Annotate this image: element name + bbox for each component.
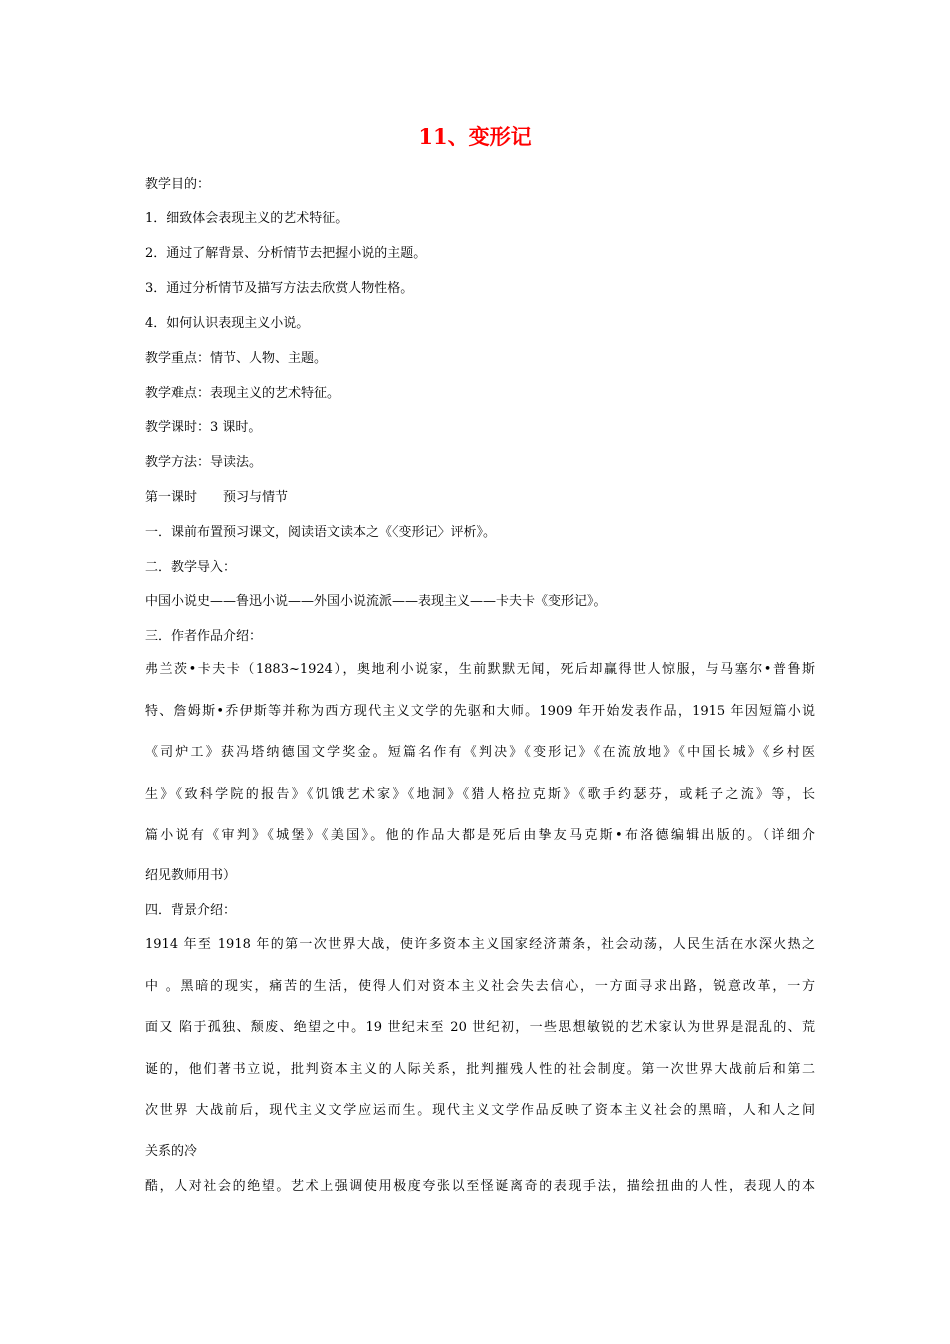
paragraph-author-line-3: 《司炉工》获冯塔纳德国文学奖金。短篇名作有《判决》《变形记》《在流放地》《中国长城》《乡村医 [145,745,815,760]
text-line-objective-4: 4．如何认识表现主义小说。 [145,316,310,331]
paragraph-author-line-1: 弗兰茨•卡夫卡（1883~1924），奥地利小说家，生前默默无闻，死后却赢得世人惊服，与马塞尔•普鲁斯 [145,662,815,677]
text-line-key-points: 教学重点：情节、人物、主题。 [145,351,328,366]
text-line-introduction-chain: 中国小说史——鲁迅小说——外国小说流派——表现主义——卡夫卡《变形记》。 [145,594,607,609]
paragraph-author-line-6: 绍见教师用书） [145,868,237,883]
paragraph-background-line-2: 中 。黑暗的现实，痛苦的生活，使得人们对资本主义社会失去信心，一方面寻求出路，锐意改革，一方 [145,979,815,994]
document-title: 11、变形记 [418,124,532,149]
text-line-difficulties: 教学难点：表现主义的艺术特征。 [145,386,341,401]
text-line-objective-1: 1．细致体会表现主义的艺术特征。 [145,211,349,226]
paragraph-background-line-3: 面又 陷于孤独、颓废、绝望之中。19 世纪末至 20 世纪初，一些思想敏锐的艺术家认为世界是混乱的、荒 [145,1020,815,1035]
paragraph-background-line-7: 酷，人对社会的绝望。艺术上强调使用极度夸张以至怪诞离奇的表现手法，描绘扭曲的人性，表现人的本 [145,1179,815,1194]
text-line-class-hours: 教学课时：3 课时。 [145,420,262,435]
paragraph-author-line-2: 特、詹姆斯•乔伊斯等并称为西方现代主义文学的先驱和大师。1909 年开始发表作品，1915 年因短篇小说 [145,704,815,719]
paragraph-author-line-5: 篇小说有《审判》《城堡》《美国》。他的作品大都是死后由挚友马克斯•布洛德编辑出版的。（详细介 [145,828,815,843]
text-line-first-lesson: 第一课时 预习与情节 [145,490,289,505]
text-line-objective-2: 2．通过了解背景、分析情节去把握小说的主题。 [145,246,427,261]
paragraph-background-line-6: 关系的冷 [145,1144,198,1159]
text-line-objective-3: 3．通过分析情节及描写方法去欣赏人物性格。 [145,281,414,296]
text-line-section-3: 三．作者作品介绍： [145,629,263,644]
paragraph-background-line-4: 诞的，他们著书立说，批判资本主义的人际关系，批判摧残人性的社会制度。第一次世界大战前后和第二 [145,1062,815,1077]
text-line-objectives-heading: 教学目的： [145,177,211,192]
text-line-teaching-method: 教学方法：导读法。 [145,455,263,470]
text-line-section-4: 四．背景介绍： [145,903,237,918]
paragraph-background-line-1: 1914 年至 1918 年的第一次世界大战，使许多资本主义国家经济萧条，社会动荡，人民生活在水深火热之 [145,937,815,952]
text-line-section-2: 二．教学导入： [145,560,237,575]
paragraph-background-line-5: 次世界 大战前后，现代主义文学应运而生。现代主义文学作品反映了资本主义社会的黑暗，人和人之间 [145,1103,815,1118]
paragraph-author-line-4: 生》《致科学院的报告》《饥饿艺术家》《地洞》《猎人格拉克斯》《歌手约瑟芬，或耗子之流》等，长 [145,787,815,802]
text-line-section-1: 一．课前布置预习课文，阅读语文读本之《〈变形记〉评析》。 [145,525,497,540]
